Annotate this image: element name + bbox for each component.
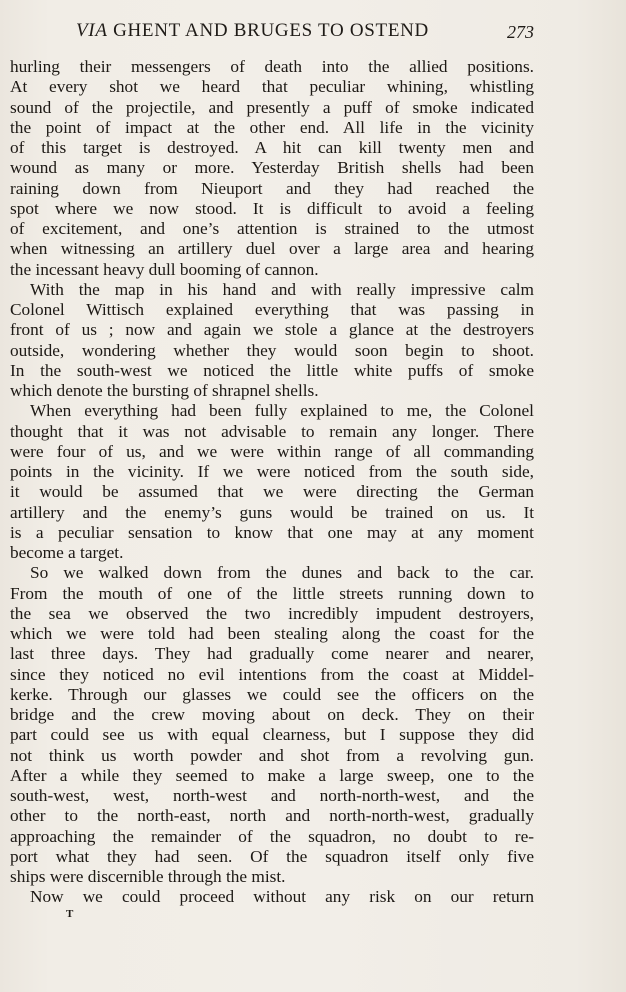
text-line: other to the north-east, north and north-north-west, gradually — [10, 806, 534, 826]
text-line: part could see us with equal clearness, but I suppose they did — [10, 725, 534, 745]
running-head-title: GHENT AND BRUGES TO OSTEND — [107, 20, 429, 41]
text-line: thought that it was not advisable to remain any longer. There — [10, 421, 534, 441]
page-number: 273 — [507, 22, 534, 42]
text-line: south-west, west, north-west and north-north-west, and the — [10, 786, 534, 805]
text-line: since they noticed no evil intentions from the coast at Middel- — [10, 664, 534, 684]
text-line: not think us worth powder and shot from a revolving gun. — [10, 745, 534, 765]
text-line: when witnessing an artillery duel over a large area and hearing — [10, 239, 534, 259]
page-header — [76, 20, 534, 46]
text-line: spot where we now stood. It is difficult to avoid a feeling — [10, 198, 534, 218]
text-line: From the mouth of one of the little streets running down to — [10, 583, 534, 603]
text-line: With the map in his hand and with really impressive calm — [30, 279, 534, 299]
text-line: approaching the remainder of the squadron, no doubt to re- — [10, 826, 534, 846]
text-line: wound as many or more. Yesterday British shells had been — [10, 158, 534, 178]
text-line: In the south-west we noticed the little white puffs of smoke — [10, 360, 534, 380]
text-line: When everything had been fully explained to me, the Colonel — [30, 401, 534, 421]
text-line: is a peculiar sensation to know that one may at any moment — [10, 522, 534, 542]
text-line: artillery and the enemy’s guns would be trained on us. It — [10, 502, 534, 522]
text-line: become a target. — [10, 543, 124, 562]
text-line: raining down from Nieuport and they had reached the — [10, 178, 534, 198]
running-head — [76, 20, 429, 42]
text-line: outside, wondering whether they would soon begin to shoot. — [10, 340, 534, 360]
text-line: points in the vicinity. If we were noticed from the south side, — [10, 462, 534, 481]
running-head-italic: VIA — [76, 20, 108, 41]
text-line: sound of the projectile, and presently a puff of smoke indicated — [10, 97, 534, 117]
text-line: After a while they seemed to make a large sweep, one to the — [10, 765, 534, 785]
body-text — [10, 57, 534, 908]
text-line: Now we could proceed without any risk on our return — [30, 887, 534, 907]
text-line: which denote the bursting of shrapnel shells. — [10, 381, 319, 400]
text-line: kerke. Through our glasses we could see the officers on the — [10, 684, 534, 704]
text-line: So we walked down from the dunes and back to the car. — [30, 563, 534, 583]
text-line: bridge and the crew moving about on deck. They on their — [10, 705, 534, 724]
text-line: At every shot we heard that peculiar whining, whistling — [10, 77, 534, 97]
text-line: which we were told had been stealing along the coast for the — [10, 624, 534, 643]
text-line: Colonel Wittisch explained everything that was passing in — [10, 300, 534, 319]
text-line: last three days. They had gradually come nearer and nearer, — [10, 644, 534, 664]
text-line: the incessant heavy dull booming of cannon. — [10, 259, 319, 279]
text-line: ships were discernible through the mist. — [10, 867, 286, 886]
text-line: port what they had seen. Of the squadron itself only five — [10, 846, 534, 866]
text-line: of excitement, and one’s attention is strained to the utmost — [10, 219, 534, 238]
text-line: the point of impact at the other end. All life in the vicinity — [10, 117, 534, 137]
signature-mark: T — [66, 908, 74, 920]
text-line: front of us ; now and again we stole a glance at the destroyers — [10, 320, 534, 340]
text-line: were four of us, and we were within range of all commanding — [10, 441, 534, 461]
text-line: the sea we observed the two incredibly impudent destroyers, — [10, 603, 534, 623]
text-line: it would be assumed that we were directing the German — [10, 482, 534, 502]
text-line: of this target is destroyed. A hit can kill twenty men and — [10, 138, 534, 157]
text-line: hurling their messengers of death into the allied positions. — [10, 57, 534, 76]
